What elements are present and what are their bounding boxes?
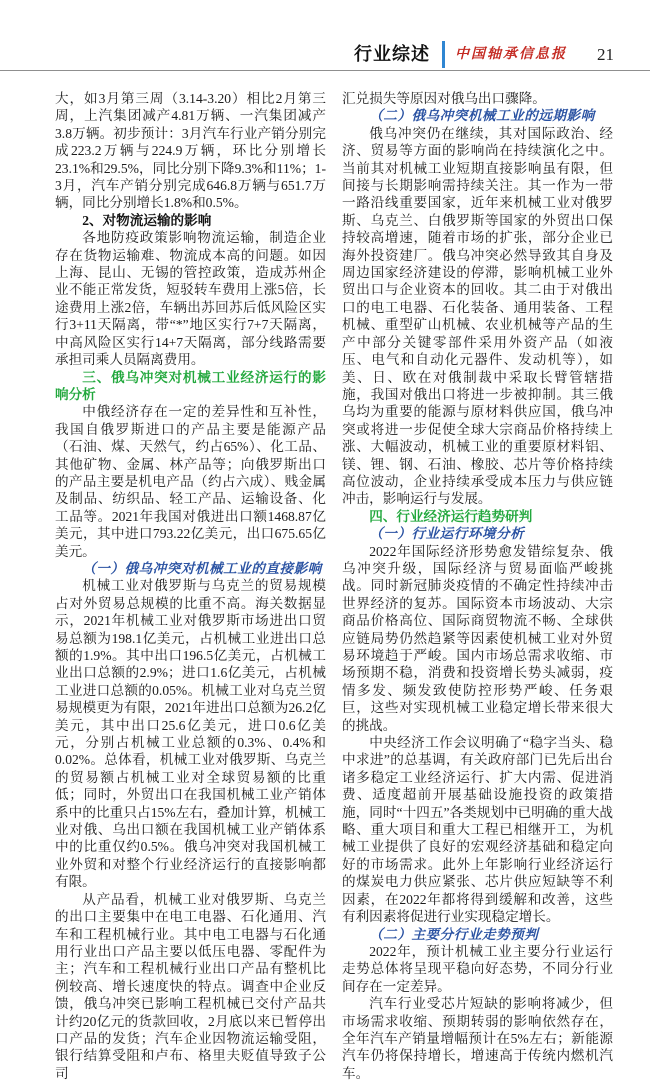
body-paragraph: 从产品看，机械工业对俄罗斯、乌克兰的出口主要集中在电工电器、石化通用、汽车和工程机械行业。其中电工电器与石化通用行业出口产品主要以低压电器、零配件为主；汽车和工程机械行业出口产品有整机比例较高、增长速度快的特点。调查中企业反馈，俄乌冲突已影响工程机械已交付产品共计约20亿元的货款回收，2月底以来已暂停出口产品的发货；汽车企业因物流运输受阻，银行结算受阻和卢布、格里夫贬值导致子公司	[55, 891, 326, 1081]
body-paragraph: 大，如3月第三周（3.14-3.20）相比2月第三周，上汽集团减产4.81万辆、一汽集团减产3.8万辆。初步预计：3月汽车行业产销分别完成223.2万辆与224.9万辆，环比分别增长23.1%和29.5%，同比分别下降9.3%和11%；1-3月，汽车产销分别完成646.8万辆与651.7万辆，同比分别增长1.8%和0.5%。	[55, 91, 326, 211]
header-divider-bar	[442, 41, 445, 68]
section-heading: （一）俄乌冲突对机械工业的直接影响	[82, 560, 322, 576]
section-heading: （二）主要分行业走势预判	[369, 926, 539, 942]
section-title: 行业综述	[354, 44, 430, 64]
body-paragraph: 汇兑损失等原因对俄乌出口骤降。	[342, 91, 546, 106]
left-column	[55, 90, 326, 1082]
page-header	[0, 0, 650, 71]
section-heading: 2、对物流运输的影响	[82, 212, 212, 228]
body-paragraph: 2022年国际经济形势愈发错综复杂、俄乌冲突升级，国际经济与贸易面临严峻挑战。同时新冠肺炎疫情的不确定性持续冲击世界经济的复苏。国际资本市场波动、大宗商品价格高位、国际商贸物流不畅、全球供应链局势仍然趋紧等因素使机械工业对外贸易环境趋于严峻。国内市场总需求收缩、市场预期不稳，消费和投资增长势头减弱，疫情多发、频发致使防控形势严峻、任务艰巨，这些对实现机械工业稳定增长带来很大的挑战。	[342, 543, 613, 733]
body-paragraph: 中俄经济存在一定的差异性和互补性，我国自俄罗斯进口的产品主要是能源产品（石油、煤、天然气，约占65%）、化工品、其他矿物、金属、林产品等；向俄罗斯出口的产品主要是机电产品（约占六成）、贱金属及制品、纺织品、轻工产品、运输设备、化工品等。2021年我国对俄进出口额1468.87亿美元，其中进口793.22亿美元，出口675.65亿美元。	[55, 404, 326, 559]
section-heading: （二）俄乌冲突机械工业的远期影响	[369, 108, 595, 124]
section-heading: （一）行业运行环境分析	[369, 526, 525, 542]
body-paragraph: 机械工业对俄罗斯与乌克兰的贸易规模占对外贸易总规模的比重不高。海关数据显示，2021年机械工业对俄罗斯市场进出口贸易总额为198.1亿美元，占机械工业进出口总额的1.9%。其中出口196.5亿美元，占机械工业出口总额的2.9%；进口1.6亿美元，占机械工业进口总额的0.05%。机械工业对乌克兰贸易规模更为有限，2021年进出口总额为26.2亿美元，其中出口25.6亿美元，进口0.6亿美元，分别占机械工业总额的0.3%、0.4%和0.02%。总体看，机械工业对俄罗斯、乌克兰的贸易额占机械工业对全球贸易额的比重低；同时，外贸出口在我国机械工业产销体系中的比重只占15%左右，叠加计算，机械工业对俄、乌出口额在我国机械工业产销体系中的比重仅约0.5%。俄乌冲突对我国机械工业外贸和对整个行业经济运行的直接影响都有限。	[55, 578, 326, 890]
body-paragraph: 汽车行业受芯片短缺的影响将减少，但市场需求收缩、预期转弱的影响依然存在，全年汽车产销量增幅预计在5%左右；新能源汽车仍将保持增长，增速高于传统内燃机汽车。	[342, 996, 613, 1081]
body-paragraph: 俄乌冲突仍在继续，其对国际政治、经济、贸易等方面的影响尚在持续演化之中。当前其对机械工业短期直接影响虽有限，但间接与长期影响需持续关注。其一作为一带一路沿线重要国家，近年来机械工业对俄罗斯、乌克兰、白俄罗斯等国家的外贸出口保持较高增速，随着市场的扩张，部分企业已海外投资建厂。俄乌冲突必然导致其自身及周边国家经济建设的停滞，影响机械工业外贸出口与企业资本的回收。其二由于对俄出口的电工电器、石化装备、通用装备、工程机械、重型矿山机械、农业机械等产品的生产中部分关键零部件采用外资产品（如液压、电气和自动化元器件、发动机等），如美、日、欧在对俄制裁中采取长臂管辖措施，我国对俄出口将进一步被抑制。其三俄乌均为重要的能源与原材料供应国，俄乌冲突或将进一步促使全球大宗商品价格持续上涨、大幅波动，机械工业的重要原材料铝、镁、锂、钢、石油、橡胶、芯片等价格持续高位波动，企业持续承受成本压力与供应链冲击，影响运行与发展。	[342, 125, 613, 507]
article-body	[0, 71, 650, 1082]
body-paragraph: 中央经济工作会议明确了“稳字当头、稳中求进”的总基调，有关政府部门已先后出台诸多稳定工业经济运行、扩大内需、促进消费、适度超前开展基础设施投资的政策措施，同时“十四五”各类规划中已明确的重大战略、重大项目和重大工程已相继开工，为机械工业提供了良好的宏观经济基础和稳定向好的市场需求。此外上年影响行业经济运行的煤炭电力供应紧张、芯片供应短缺等不利因素，在2022年都将得到缓解和改善，这些有利因素将促进行业实现稳定增长。	[342, 735, 613, 925]
body-paragraph: 2022年，预计机械工业主要分行业运行走势总体将呈现平稳向好态势，不同分行业间存在一定差异。	[342, 943, 613, 994]
page-number: 21	[597, 45, 614, 64]
body-paragraph: 各地防疫政策影响物流运输，制造企业存在货物运输难、物流成本高的问题。如因上海、昆山、无锡的管控政策，造成苏州企业不能正常发货，短驳转车费用上涨5倍，长途费用上涨2倍，车辆出苏回苏后低风险区实行3+11天隔离，带“*”地区实行7+7天隔离，中高风险区实行14+7天隔离，部分线路需要承担司乘人员隔离费用。	[55, 230, 326, 368]
right-column	[342, 90, 613, 1082]
section-heading: 三、俄乌冲突对机械工业经济运行的影响分析	[55, 369, 326, 402]
masthead-title: 中国轴承信息报	[455, 46, 567, 62]
section-heading: 四、行业经济运行趋势研判	[369, 508, 533, 524]
